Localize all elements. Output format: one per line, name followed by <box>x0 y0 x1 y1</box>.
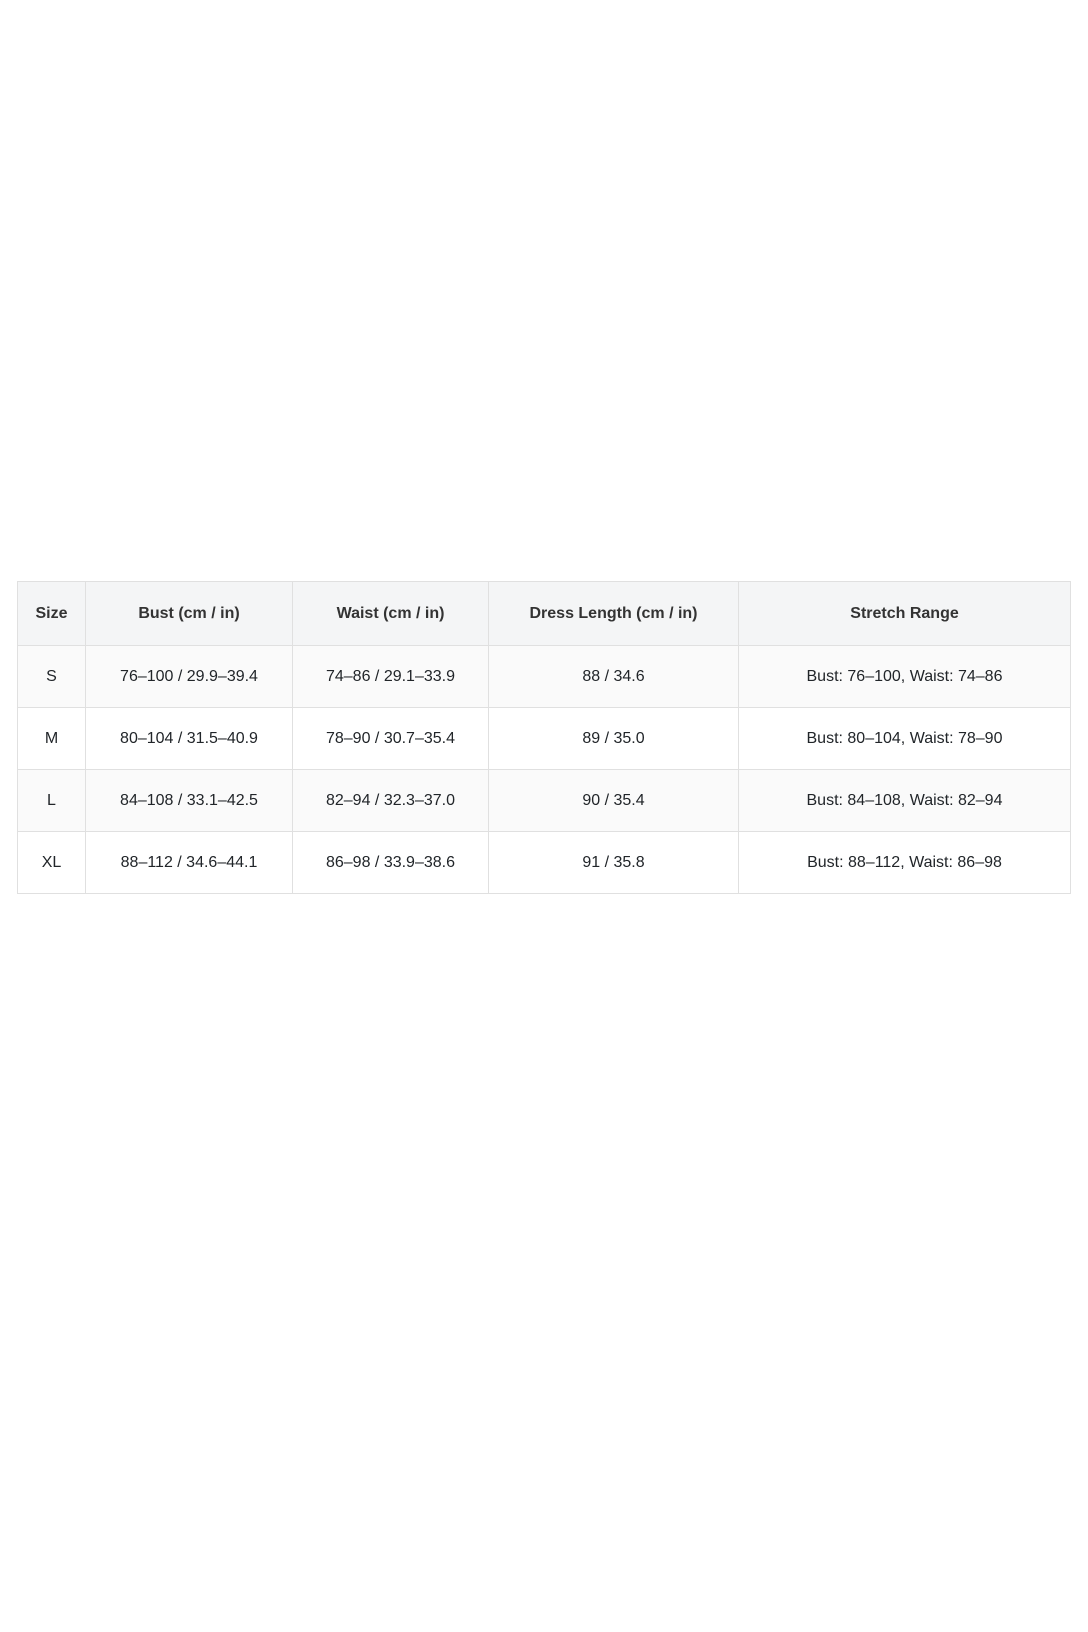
cell-size: S <box>18 646 86 708</box>
table-row-xl <box>18 832 1071 894</box>
table-row-l <box>18 770 1071 832</box>
column-header-size: Size <box>18 582 86 646</box>
cell-dress_length: 90 / 35.4 <box>489 770 739 832</box>
cell-stretch_range: Bust: 84–108, Waist: 82–94 <box>739 770 1071 832</box>
cell-size: M <box>18 708 86 770</box>
cell-bust: 84–108 / 33.1–42.5 <box>86 770 293 832</box>
cell-stretch_range: Bust: 76–100, Waist: 74–86 <box>739 646 1071 708</box>
table-head <box>18 582 1071 646</box>
cell-waist: 86–98 / 33.9–38.6 <box>293 832 489 894</box>
size-chart-container <box>17 581 1071 894</box>
cell-waist: 78–90 / 30.7–35.4 <box>293 708 489 770</box>
cell-dress_length: 89 / 35.0 <box>489 708 739 770</box>
cell-stretch_range: Bust: 80–104, Waist: 78–90 <box>739 708 1071 770</box>
header-row <box>18 582 1071 646</box>
column-header-dress_length: Dress Length (cm / in) <box>489 582 739 646</box>
table-body <box>18 646 1071 894</box>
cell-bust: 80–104 / 31.5–40.9 <box>86 708 293 770</box>
cell-dress_length: 88 / 34.6 <box>489 646 739 708</box>
table-row-m <box>18 708 1071 770</box>
cell-stretch_range: Bust: 88–112, Waist: 86–98 <box>739 832 1071 894</box>
column-header-waist: Waist (cm / in) <box>293 582 489 646</box>
cell-size: XL <box>18 832 86 894</box>
cell-bust: 76–100 / 29.9–39.4 <box>86 646 293 708</box>
cell-size: L <box>18 770 86 832</box>
table-row-s <box>18 646 1071 708</box>
column-header-bust: Bust (cm / in) <box>86 582 293 646</box>
size-chart-table <box>17 581 1071 894</box>
cell-waist: 74–86 / 29.1–33.9 <box>293 646 489 708</box>
cell-waist: 82–94 / 32.3–37.0 <box>293 770 489 832</box>
cell-bust: 88–112 / 34.6–44.1 <box>86 832 293 894</box>
cell-dress_length: 91 / 35.8 <box>489 832 739 894</box>
column-header-stretch_range: Stretch Range <box>739 582 1071 646</box>
